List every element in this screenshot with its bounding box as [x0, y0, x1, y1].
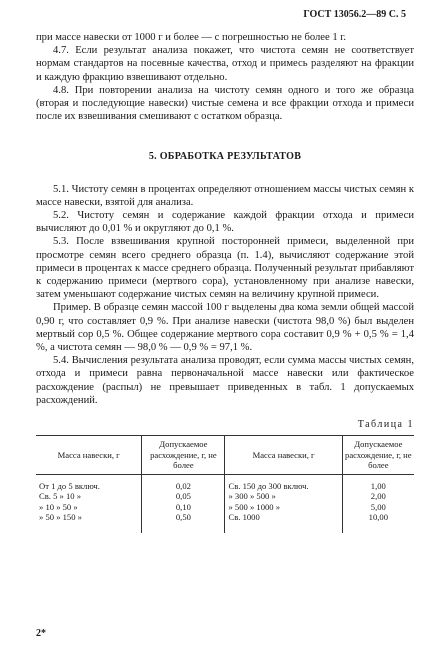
table-row	[36, 491, 414, 502]
cell-mass-right: Св. 1000	[225, 512, 342, 533]
document-body	[36, 31, 414, 533]
header-tolerance-left: Допускаемое расхождение, г, не более	[142, 436, 225, 475]
paragraph-5-3: 5.3. После взвешивания крупной посторонней примеси, выделенной при просмотре семян всего среднего образца (п. 1.4), вычисляют содержание этой примеси в процентах к массе среднего образца. Полученный результат прибавляют к содержанию примеси (мертвого сора), установленному при анализе навески, затем уменьшают содержание чистых семян на величину крупной примеси.	[36, 236, 414, 301]
cell-tolerance-left: 0,10	[142, 502, 225, 513]
cell-mass-right: Св. 150 до 300 включ.	[225, 474, 342, 491]
table-row	[36, 474, 414, 491]
cell-tolerance-left: 0,02	[142, 474, 225, 491]
cell-mass-left: От 1 до 5 включ.	[39, 480, 100, 491]
paragraph-5-1: 5.1. Чистоту семян в процентах определяют отношением массы чистых семян к массе навески, взятой для анализа.	[36, 183, 414, 208]
table-row	[36, 502, 414, 513]
cell-tolerance-left: 0,05	[142, 491, 225, 502]
cell-mass-left: Св. 5 » 10 »	[39, 491, 82, 502]
paragraph-continuation: при массе навески от 1000 г и более — с погрешностью не более 1 г.	[36, 32, 347, 43]
header-tolerance-right: Допускаемое расхождение, г, не более	[342, 436, 414, 475]
page-footer-mark: 2*	[36, 628, 46, 639]
cell-mass-right: » 500 » 1000 »	[225, 502, 342, 513]
header-mass-left: Масса навески, г	[36, 436, 142, 475]
cell-mass-left: » 50 » 150 »	[39, 512, 82, 523]
cell-tolerance-right: 10,00	[342, 512, 414, 533]
section-title: 5. ОБРАБОТКА РЕЗУЛЬТАТОВ	[148, 151, 302, 163]
paragraph-4-8: 4.8. При повторении анализа на чистоту семян одного и того же образца (вторая и последующие навески) чистые семена и все фракции отхода и примеси после их взвешивания смешивают с остатком образца.	[36, 84, 414, 123]
cell-mass-right: » 300 » 500 »	[225, 491, 342, 502]
paragraph-example: Пример. В образце семян массой 100 г выделены два кома земли общей массой 0,90 г, что составляет 0,9 %. При анализе навески (чистота 98,0 %) был выделен мертвый сор 0,5 %. Общее содержание мертвого сора составит 0,9 % + 0,5 % = 1,4 %, а чистота семян — 98,0 % — 0,9 % = 97,1 %.	[36, 302, 414, 354]
cell-mass-left: » 10 » 50 »	[39, 501, 78, 512]
cell-tolerance-right: 2,00	[342, 491, 414, 502]
cell-tolerance-right: 5,00	[342, 502, 414, 513]
table-caption: Таблица 1	[357, 419, 414, 431]
cell-tolerance-right: 1,00	[342, 474, 414, 491]
page-header: ГОСТ 13056.2—89 С. 5	[303, 9, 406, 20]
table-row	[36, 512, 414, 533]
paragraph-5-2: 5.2. Чистоту семян и содержание каждой фракции отхода и примеси вычисляют до 0,01 % и округляют до 0,1 %.	[36, 210, 414, 235]
paragraph-5-4: 5.4. Вычисления результата анализа проводят, если сумма массы чистых семян, отхода и примеси равна первоначальной массе навески или фактическое расхождение (распыл) не превышает приведенных в табл. 1 допускаемых расхождений.	[36, 355, 414, 406]
tolerance-table	[36, 435, 414, 533]
cell-tolerance-left: 0,50	[142, 512, 225, 533]
paragraph-4-7: 4.7. Если результат анализа покажет, что чистота семян не соответствует нормам стандартов на посевные качества, отход и примесь разделяют на фракции и каждую фракцию взвешивают отдельно.	[36, 45, 414, 83]
header-mass-right: Масса навески, г	[225, 436, 342, 475]
